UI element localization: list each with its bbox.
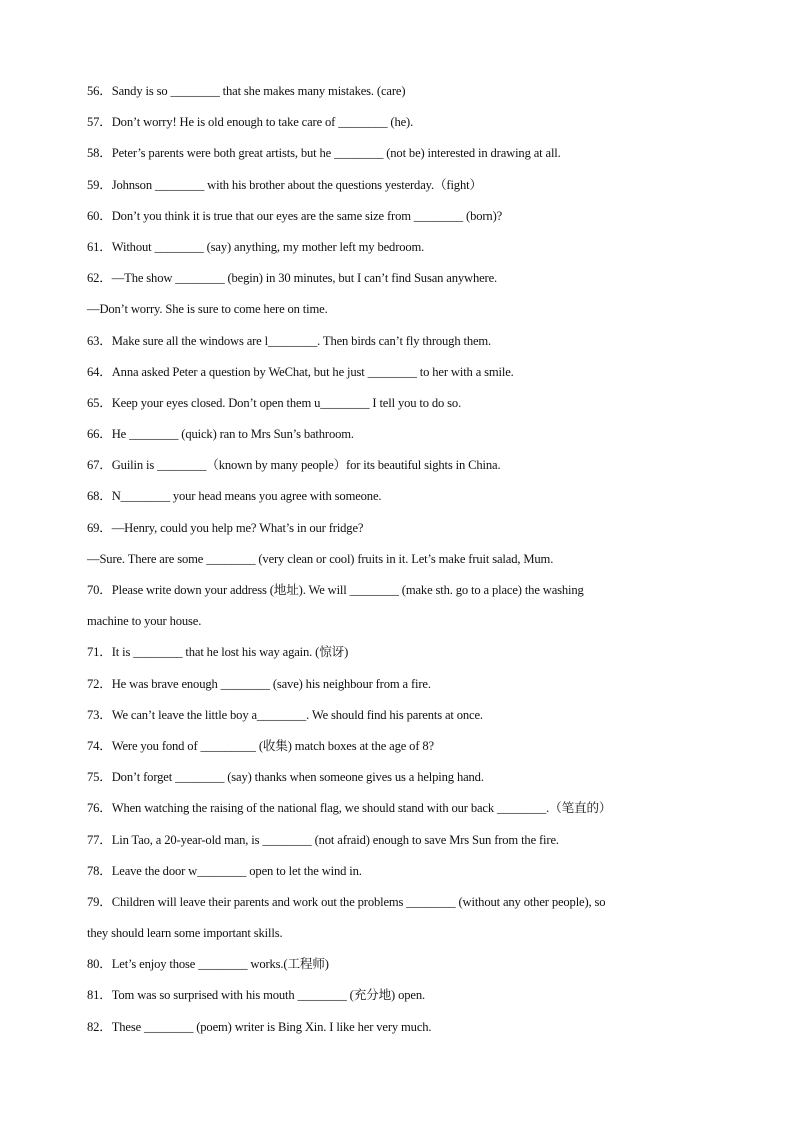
line-56: 56．Sandy is so ________ that she makes many mistakes. (care): [87, 84, 406, 98]
line-70-cont: machine to your house.: [87, 614, 202, 629]
line-72: 72．He was brave enough ________ (save) his neighbour from a fire.: [87, 676, 431, 691]
line-69-reply: —Sure. There are some ________ (very clean or cool) fruits in it. Let’s make fruit salad, Mum.: [87, 551, 554, 566]
line-70: 70．Please write down your address (地址). We will ________ (make sth. go to a place) the washing: [87, 583, 584, 597]
line-76: 76．When watching the raising of the national flag, we should stand with our back ________.（笔直的）: [87, 801, 612, 816]
line-61: 61．Without ________ (say) anything, my mother left my bedroom.: [87, 239, 425, 254]
line-57: 57．Don’t worry! He is old enough to take care of ________ (he).: [87, 115, 414, 130]
line-65: 65．Keep your eyes closed. Don’t open them u________ I tell you to do so.: [87, 395, 462, 410]
line-71: 71．It is ________ that he lost his way again. (惊讶): [87, 645, 349, 660]
line-64: 64．Anna asked Peter a question by WeChat, but he just ________ to her with a smile.: [87, 364, 514, 379]
line-63: 63．Make sure all the windows are l________. Then birds can’t fly through them.: [87, 333, 492, 348]
line-74: 74．Were you fond of _________ (收集) match boxes at the age of 8?: [87, 738, 434, 753]
line-79: 79．Children will leave their parents and work out the problems ________ (without any other people), so: [87, 894, 606, 909]
line-66: 66．He ________ (quick) ran to Mrs Sun’s bathroom.: [87, 427, 354, 442]
line-58: 58．Peter’s parents were both great artists, but he ________ (not be) interested in drawing at all.: [87, 146, 561, 161]
line-77: 77．Lin Tao, a 20-year-old man, is ________ (not afraid) enough to save Mrs Sun from the fire.: [87, 832, 559, 847]
line-59: 59．Johnson ________ with his brother about the questions yesterday.（fight）: [87, 177, 482, 192]
line-75: 75．Don’t forget ________ (say) thanks when someone gives us a helping hand.: [87, 770, 484, 785]
line-62-reply: —Don’t worry. She is sure to come here on time.: [87, 302, 328, 317]
line-82: 82．These ________ (poem) writer is Bing Xin. I like her very much.: [87, 1019, 432, 1034]
line-69: 69．—Henry, could you help me? What’s in our fridge?: [87, 520, 364, 535]
line-73: 73．We can’t leave the little boy a________. We should find his parents at once.: [87, 707, 483, 722]
line-62: 62．—The show ________ (begin) in 30 minutes, but I can’t find Susan anywhere.: [87, 271, 498, 286]
exercise-list: [87, 79, 697, 1046]
line-67: 67．Guilin is ________（known by many people）for its beautiful sights in China.: [87, 458, 501, 473]
line-78: 78．Leave the door w________ open to let the wind in.: [87, 863, 362, 878]
line-60: 60．Don’t you think it is true that our eyes are the same size from ________ (born)?: [87, 208, 503, 223]
line-68: 68．N________ your head means you agree with someone.: [87, 489, 382, 504]
line-79-cont: they should learn some important skills.: [87, 926, 283, 941]
line-80: 80．Let’s enjoy those ________ works.(工程师): [87, 957, 329, 972]
line-81: 81．Tom was so surprised with his mouth ________ (充分地) open.: [87, 988, 425, 1003]
